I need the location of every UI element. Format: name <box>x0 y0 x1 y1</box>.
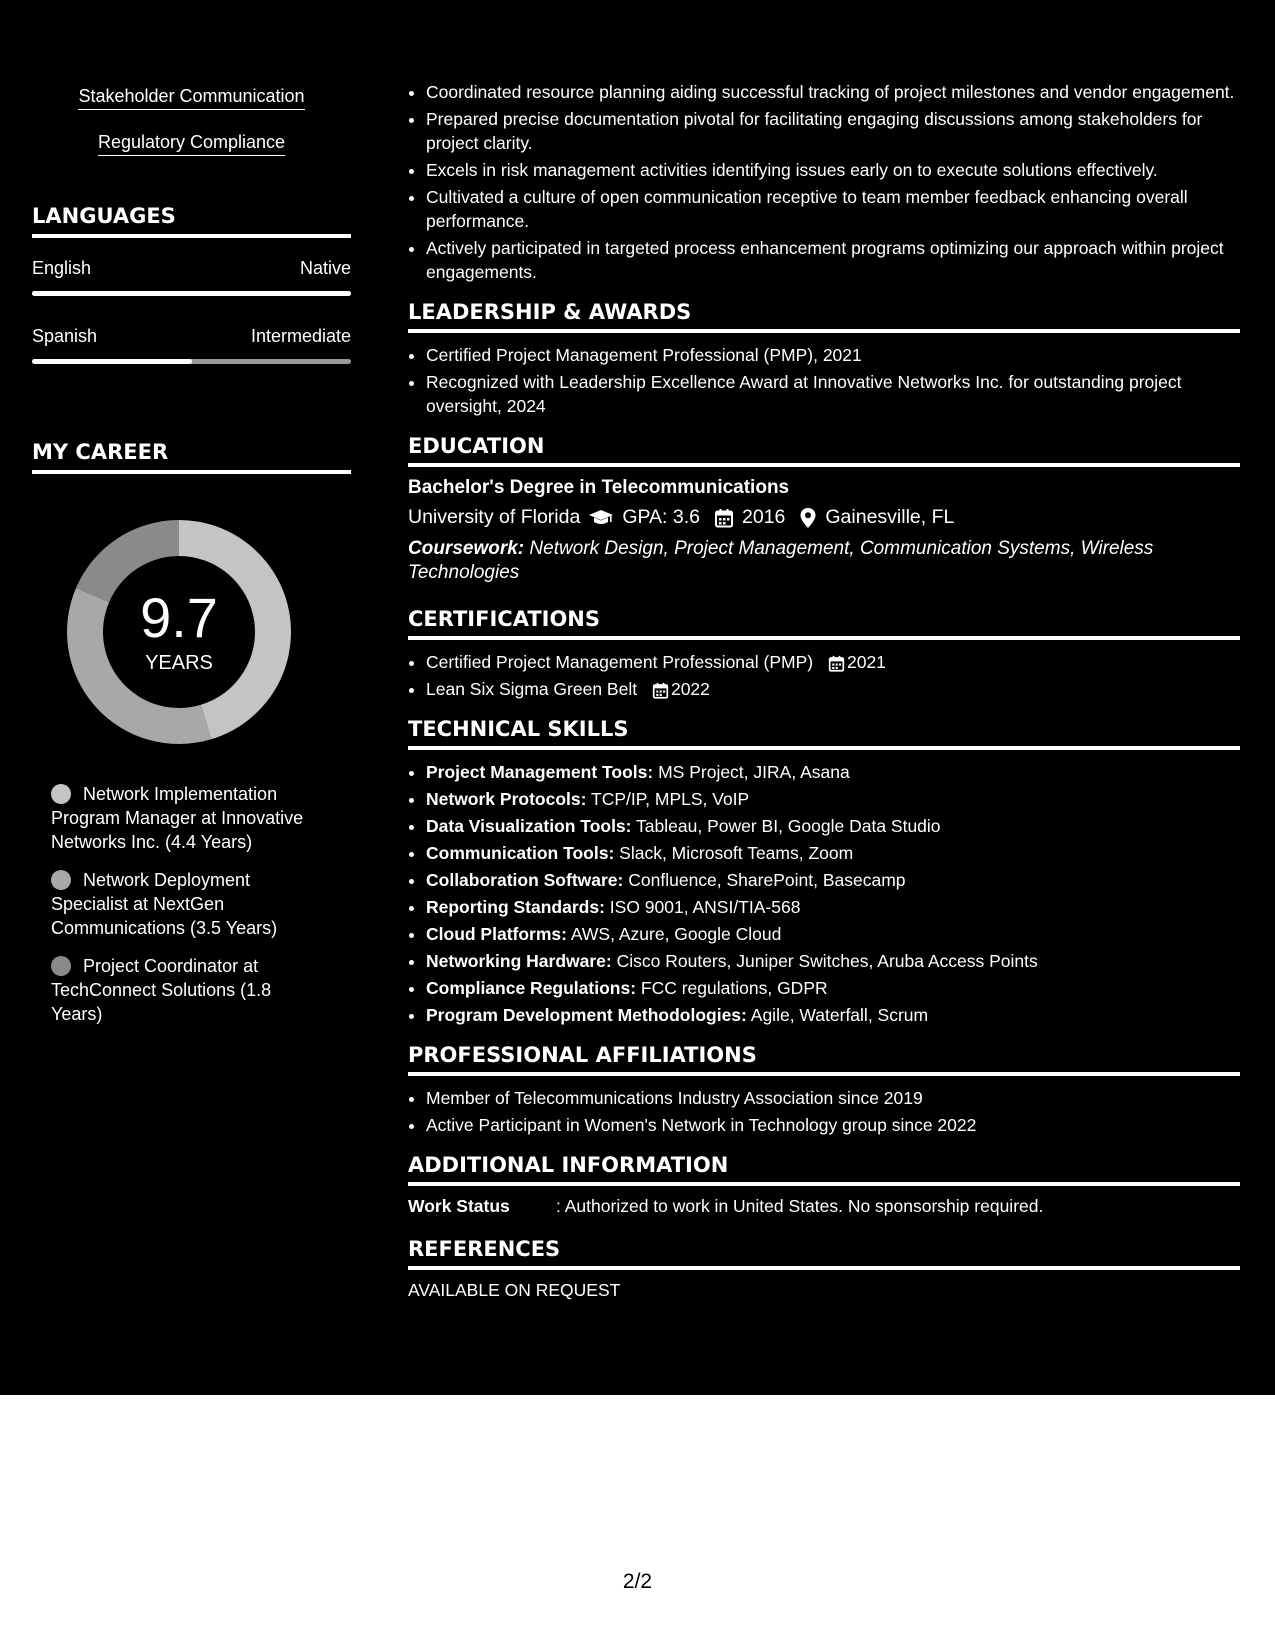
education-section <box>408 434 1240 585</box>
experience-bullet: • Prepared precise documentation pivotal for facilitating engaging discussions among stakeholders for project clarity. <box>426 107 1240 155</box>
certifications-section <box>408 607 1240 701</box>
career-dot <box>51 870 71 890</box>
page-number: 2/2 <box>622 1570 653 1593</box>
graduation-year: 2016 <box>742 506 786 528</box>
language-english <box>32 258 351 296</box>
experience-bullet: • Excels in risk management activities identifying issues early on to execute solutions effectively. <box>426 158 1240 182</box>
skill-item: • Collaboration Software: Confluence, SharePoint, Basecamp <box>426 868 1240 892</box>
technical-skills-heading: TECHNICAL SKILLS <box>408 717 1240 750</box>
work-status-label: Work Status <box>408 1196 510 1216</box>
language-name: English <box>32 258 92 278</box>
languages-heading: LANGUAGES <box>32 204 351 238</box>
career-item: Network Deployment Specialist at NextGen Communications (3.5 Years) <box>51 870 278 938</box>
language-level: Intermediate <box>250 326 351 346</box>
skill-tag: Stakeholder Communication <box>78 86 304 110</box>
main-content <box>408 80 1240 1301</box>
work-status-value: : Authorized to work in United States. No sponsorship required. <box>556 1196 1044 1216</box>
career-unit: YEARS <box>145 651 213 674</box>
experience-bullet: • Cultivated a culture of open communication receptive to team member feedback enhancing overall performance. <box>426 185 1240 233</box>
experience-bullets <box>408 80 1240 284</box>
additional-info-heading: ADDITIONAL INFORMATION <box>408 1153 1240 1186</box>
references-text: AVAILABLE ON REQUEST <box>408 1280 621 1300</box>
career-item: Network Implementation Program Manager at Innovative Networks Inc. (4.4 Years) <box>51 784 304 852</box>
sidebar <box>32 86 351 1040</box>
skill-item: • Communication Tools: Slack, Microsoft Teams, Zoom <box>426 841 1240 865</box>
additional-info-section <box>408 1153 1240 1217</box>
skill-item: • Network Protocols: TCP/IP, MPLS, VoIP <box>426 787 1240 811</box>
career-item: Project Coordinator at TechConnect Solutions (1.8 Years) <box>51 956 272 1024</box>
language-bar <box>32 359 351 364</box>
language-name: Spanish <box>32 326 98 346</box>
gpa: GPA: 3.6 <box>622 506 700 528</box>
skill-item: • Program Development Methodologies: Agile, Waterfall, Scrum <box>426 1003 1240 1027</box>
calendar-icon <box>652 682 669 699</box>
work-status-row <box>408 1196 1240 1217</box>
experience-bullet: • Actively participated in targeted process enhancement programs optimizing our approach within project engagements. <box>426 236 1240 284</box>
career-heading: MY CAREER <box>32 440 351 474</box>
skill-item: • Compliance Regulations: FCC regulations, GDPR <box>426 976 1240 1000</box>
degree: Bachelor's Degree in Telecommunications <box>408 477 790 498</box>
affiliation-item: • Active Participant in Women's Network in Technology group since 2022 <box>426 1113 1240 1137</box>
language-bar-fill <box>32 359 192 364</box>
language-bar-fill <box>32 291 351 296</box>
education-meta <box>408 506 1240 529</box>
career-donut <box>65 518 293 746</box>
certification-item: • Certified Project Management Professional (PMP) 2021 <box>426 650 1240 674</box>
skill-item: • Networking Hardware: Cisco Routers, Juniper Switches, Aruba Access Points <box>426 949 1240 973</box>
location: Gainesville, FL <box>825 506 955 528</box>
career-dot <box>51 956 71 976</box>
certification-item: • Lean Six Sigma Green Belt 2022 <box>426 677 1240 701</box>
coursework: Coursework: Network Design, Project Management, Communication Systems, Wireless Technologies <box>408 538 1154 583</box>
graduation-cap-icon <box>588 509 614 527</box>
language-bar <box>32 291 351 296</box>
calendar-icon <box>714 508 734 528</box>
location-pin-icon <box>799 507 817 529</box>
experience-bullet: • Coordinated resource planning aiding successful tracking of project milestones and vendor engagement. <box>426 80 1240 104</box>
leadership-section <box>408 300 1240 418</box>
career-total: 9.7 <box>140 585 218 649</box>
affiliation-item: • Member of Telecommunications Industry Association since 2019 <box>426 1086 1240 1110</box>
skill-item: • Project Management Tools: MS Project, JIRA, Asana <box>426 760 1240 784</box>
certifications-heading: CERTIFICATIONS <box>408 607 1240 640</box>
skill-item: • Reporting Standards: ISO 9001, ANSI/TIA-568 <box>426 895 1240 919</box>
affiliations-heading: PROFESSIONAL AFFILIATIONS <box>408 1043 1240 1076</box>
affiliations-section <box>408 1043 1240 1137</box>
references-section <box>408 1237 1240 1301</box>
award-item: • Recognized with Leadership Excellence Award at Innovative Networks Inc. for outstanding project oversight, 2024 <box>426 370 1240 418</box>
technical-skills-section <box>408 717 1240 1027</box>
leadership-heading: LEADERSHIP & AWARDS <box>408 300 1240 333</box>
coursework-label: Coursework: <box>408 538 525 559</box>
calendar-icon <box>828 655 845 672</box>
language-level: Native <box>299 258 351 278</box>
skill-item: • Cloud Platforms: AWS, Azure, Google Cloud <box>426 922 1240 946</box>
school: University of Florida <box>408 506 581 528</box>
career-list <box>51 782 321 1026</box>
award-item: • Certified Project Management Professional (PMP), 2021 <box>426 343 1240 367</box>
education-heading: EDUCATION <box>408 434 1240 467</box>
skill-item: • Data Visualization Tools: Tableau, Power BI, Google Data Studio <box>426 814 1240 838</box>
career-dot <box>51 784 71 804</box>
language-spanish <box>32 326 351 364</box>
skill-tag: Regulatory Compliance <box>98 132 285 156</box>
references-heading: REFERENCES <box>408 1237 1240 1270</box>
